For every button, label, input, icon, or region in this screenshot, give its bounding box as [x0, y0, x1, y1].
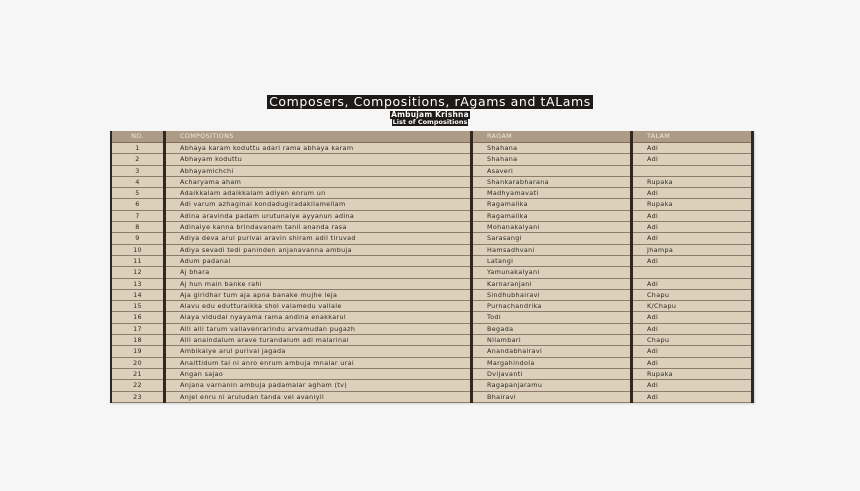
cell-ragam: Asaveri [472, 165, 632, 176]
table-row [111, 267, 753, 278]
cell-no: 22 [111, 380, 165, 391]
cell-talam: Jhampa [632, 244, 753, 255]
cell-talam: Adi [632, 346, 753, 357]
header-no: NO. [111, 131, 165, 143]
cell-composition: Adi varum azhaginai kondadugiradakilamellam [165, 199, 472, 210]
cell-talam: Adi [632, 278, 753, 289]
cell-no: 18 [111, 335, 165, 346]
subtitle-container [0, 111, 860, 126]
cell-talam: K/Chapu [632, 301, 753, 312]
cell-composition: Alli anaindalum arave turandalum adi malarinai [165, 335, 472, 346]
table-row [111, 210, 753, 221]
table-row [111, 233, 753, 244]
composer-name: Ambujam Krishna [391, 110, 469, 119]
cell-no: 19 [111, 346, 165, 357]
cell-talam: Adi [632, 233, 753, 244]
cell-ragam: Yamunakalyani [472, 267, 632, 278]
cell-ragam: Latangi [472, 255, 632, 266]
header-ragam: RAGAM [472, 131, 632, 143]
table-row [111, 346, 753, 357]
table-row [111, 368, 753, 379]
cell-ragam: Madhyamavati [472, 188, 632, 199]
table-row [111, 278, 753, 289]
cell-no: 1 [111, 143, 165, 154]
table-row [111, 335, 753, 346]
cell-no: 6 [111, 199, 165, 210]
cell-no: 12 [111, 267, 165, 278]
cell-composition: Aja giridhar tum aja apna banake mujhe leja [165, 289, 472, 300]
table-row [111, 244, 753, 255]
cell-ragam: Nilambari [472, 335, 632, 346]
cell-ragam: Ragamalika [472, 199, 632, 210]
table-row [111, 289, 753, 300]
cell-talam: Adi [632, 188, 753, 199]
cell-no: 3 [111, 165, 165, 176]
cell-no: 7 [111, 210, 165, 221]
table-row [111, 380, 753, 391]
page-title: Composers, Compositions, rAgams and tALams [269, 94, 591, 109]
table-row [111, 391, 753, 402]
cell-talam: Adi [632, 312, 753, 323]
cell-talam: Adi [632, 210, 753, 221]
cell-composition: Anjel enru ni aruludan tanda vel avaniyil [165, 391, 472, 402]
cell-ragam: Shahana [472, 143, 632, 154]
table-row [111, 357, 753, 368]
cell-no: 23 [111, 391, 165, 402]
cell-composition: Acharyama aham [165, 176, 472, 187]
list-subtitle: List of Compositions [392, 118, 468, 126]
cell-ragam: Purnachandrika [472, 301, 632, 312]
cell-ragam: Shahana [472, 154, 632, 165]
table-row [111, 312, 753, 323]
table-row [111, 301, 753, 312]
cell-ragam: Todi [472, 312, 632, 323]
cell-composition: Abhayam koduttu [165, 154, 472, 165]
cell-ragam: Ragamalika [472, 210, 632, 221]
cell-no: 5 [111, 188, 165, 199]
cell-talam: Adi [632, 255, 753, 266]
cell-composition: Abhaya karam koduttu adari rama abhaya karam [165, 143, 472, 154]
cell-talam: Rupaka [632, 199, 753, 210]
cell-talam: Adi [632, 391, 753, 402]
cell-ragam: Sindhubhairavi [472, 289, 632, 300]
cell-ragam: Bhairavi [472, 391, 632, 402]
title-container [0, 91, 860, 110]
cell-composition: Abhayamichchi [165, 165, 472, 176]
table-row [111, 255, 753, 266]
cell-composition: Anjana varnanin ambuja padamalar agham (tv) [165, 380, 472, 391]
cell-ragam: Sarasangi [472, 233, 632, 244]
cell-talam [632, 267, 753, 278]
cell-composition: Adina aravinda padam urutunaiye ayyanun adina [165, 210, 472, 221]
cell-composition: Adum padanai [165, 255, 472, 266]
compositions-table [110, 131, 754, 403]
cell-ragam: Mohanakalyani [472, 222, 632, 233]
table-row [111, 154, 753, 165]
cell-no: 20 [111, 357, 165, 368]
cell-talam: Adi [632, 357, 753, 368]
cell-ragam: Dvijavanti [472, 368, 632, 379]
cell-ragam: Anandabhairavi [472, 346, 632, 357]
cell-composition: Alli alli tarum vallavenrarindu arvamudan pugazh [165, 323, 472, 334]
cell-talam: Adi [632, 222, 753, 233]
cell-talam: Adi [632, 380, 753, 391]
cell-ragam: Hamsadhvani [472, 244, 632, 255]
cell-composition: Aj bhara [165, 267, 472, 278]
header-compositions: COMPOSITIONS [165, 131, 472, 143]
table-header-row [111, 131, 753, 143]
cell-ragam: Ragapanjaramu [472, 380, 632, 391]
cell-no: 15 [111, 301, 165, 312]
table-body [111, 143, 753, 403]
table-row [111, 323, 753, 334]
cell-talam: Adi [632, 323, 753, 334]
cell-ragam: Begada [472, 323, 632, 334]
cell-talam: Adi [632, 143, 753, 154]
cell-no: 8 [111, 222, 165, 233]
cell-talam: Chapu [632, 289, 753, 300]
cell-composition: Alaya vidudal nyayama rama andina enakkarul [165, 312, 472, 323]
cell-composition: Alavu edu edutturaikka shol valamedu vallale [165, 301, 472, 312]
table-row [111, 143, 753, 154]
header-talam: TALAM [632, 131, 753, 143]
cell-no: 9 [111, 233, 165, 244]
cell-composition: Adaikkalam adaikkalam adiyen enrum un [165, 188, 472, 199]
cell-composition: Adinaiye kanna brindavanam tanil ananda rasa [165, 222, 472, 233]
cell-composition: Adiya sevadi tedi paninden anjanavanna ambuja [165, 244, 472, 255]
cell-composition: Anaittidum tai ni anro enrum ambuja mnalar urai [165, 357, 472, 368]
cell-talam: Rupaka [632, 176, 753, 187]
cell-no: 14 [111, 289, 165, 300]
cell-no: 16 [111, 312, 165, 323]
table-row [111, 188, 753, 199]
cell-no: 10 [111, 244, 165, 255]
cell-no: 2 [111, 154, 165, 165]
cell-composition: Ambikaiye arul purivai jagada [165, 346, 472, 357]
cell-no: 4 [111, 176, 165, 187]
cell-ragam: Margahindola [472, 357, 632, 368]
table-row [111, 165, 753, 176]
cell-no: 11 [111, 255, 165, 266]
cell-composition: Aj hun main banke rahi [165, 278, 472, 289]
cell-talam: Adi [632, 154, 753, 165]
cell-composition: Adiya deva arul purivai aravin shiram adil tiruvad [165, 233, 472, 244]
table-row [111, 222, 753, 233]
cell-composition: Angan sajao [165, 368, 472, 379]
cell-no: 21 [111, 368, 165, 379]
cell-talam: Rupaka [632, 368, 753, 379]
cell-talam [632, 165, 753, 176]
cell-no: 13 [111, 278, 165, 289]
cell-no: 17 [111, 323, 165, 334]
table-row [111, 199, 753, 210]
cell-ragam: Karnaranjani [472, 278, 632, 289]
cell-talam: Chapu [632, 335, 753, 346]
table-row [111, 176, 753, 187]
cell-ragam: Shankarabharana [472, 176, 632, 187]
